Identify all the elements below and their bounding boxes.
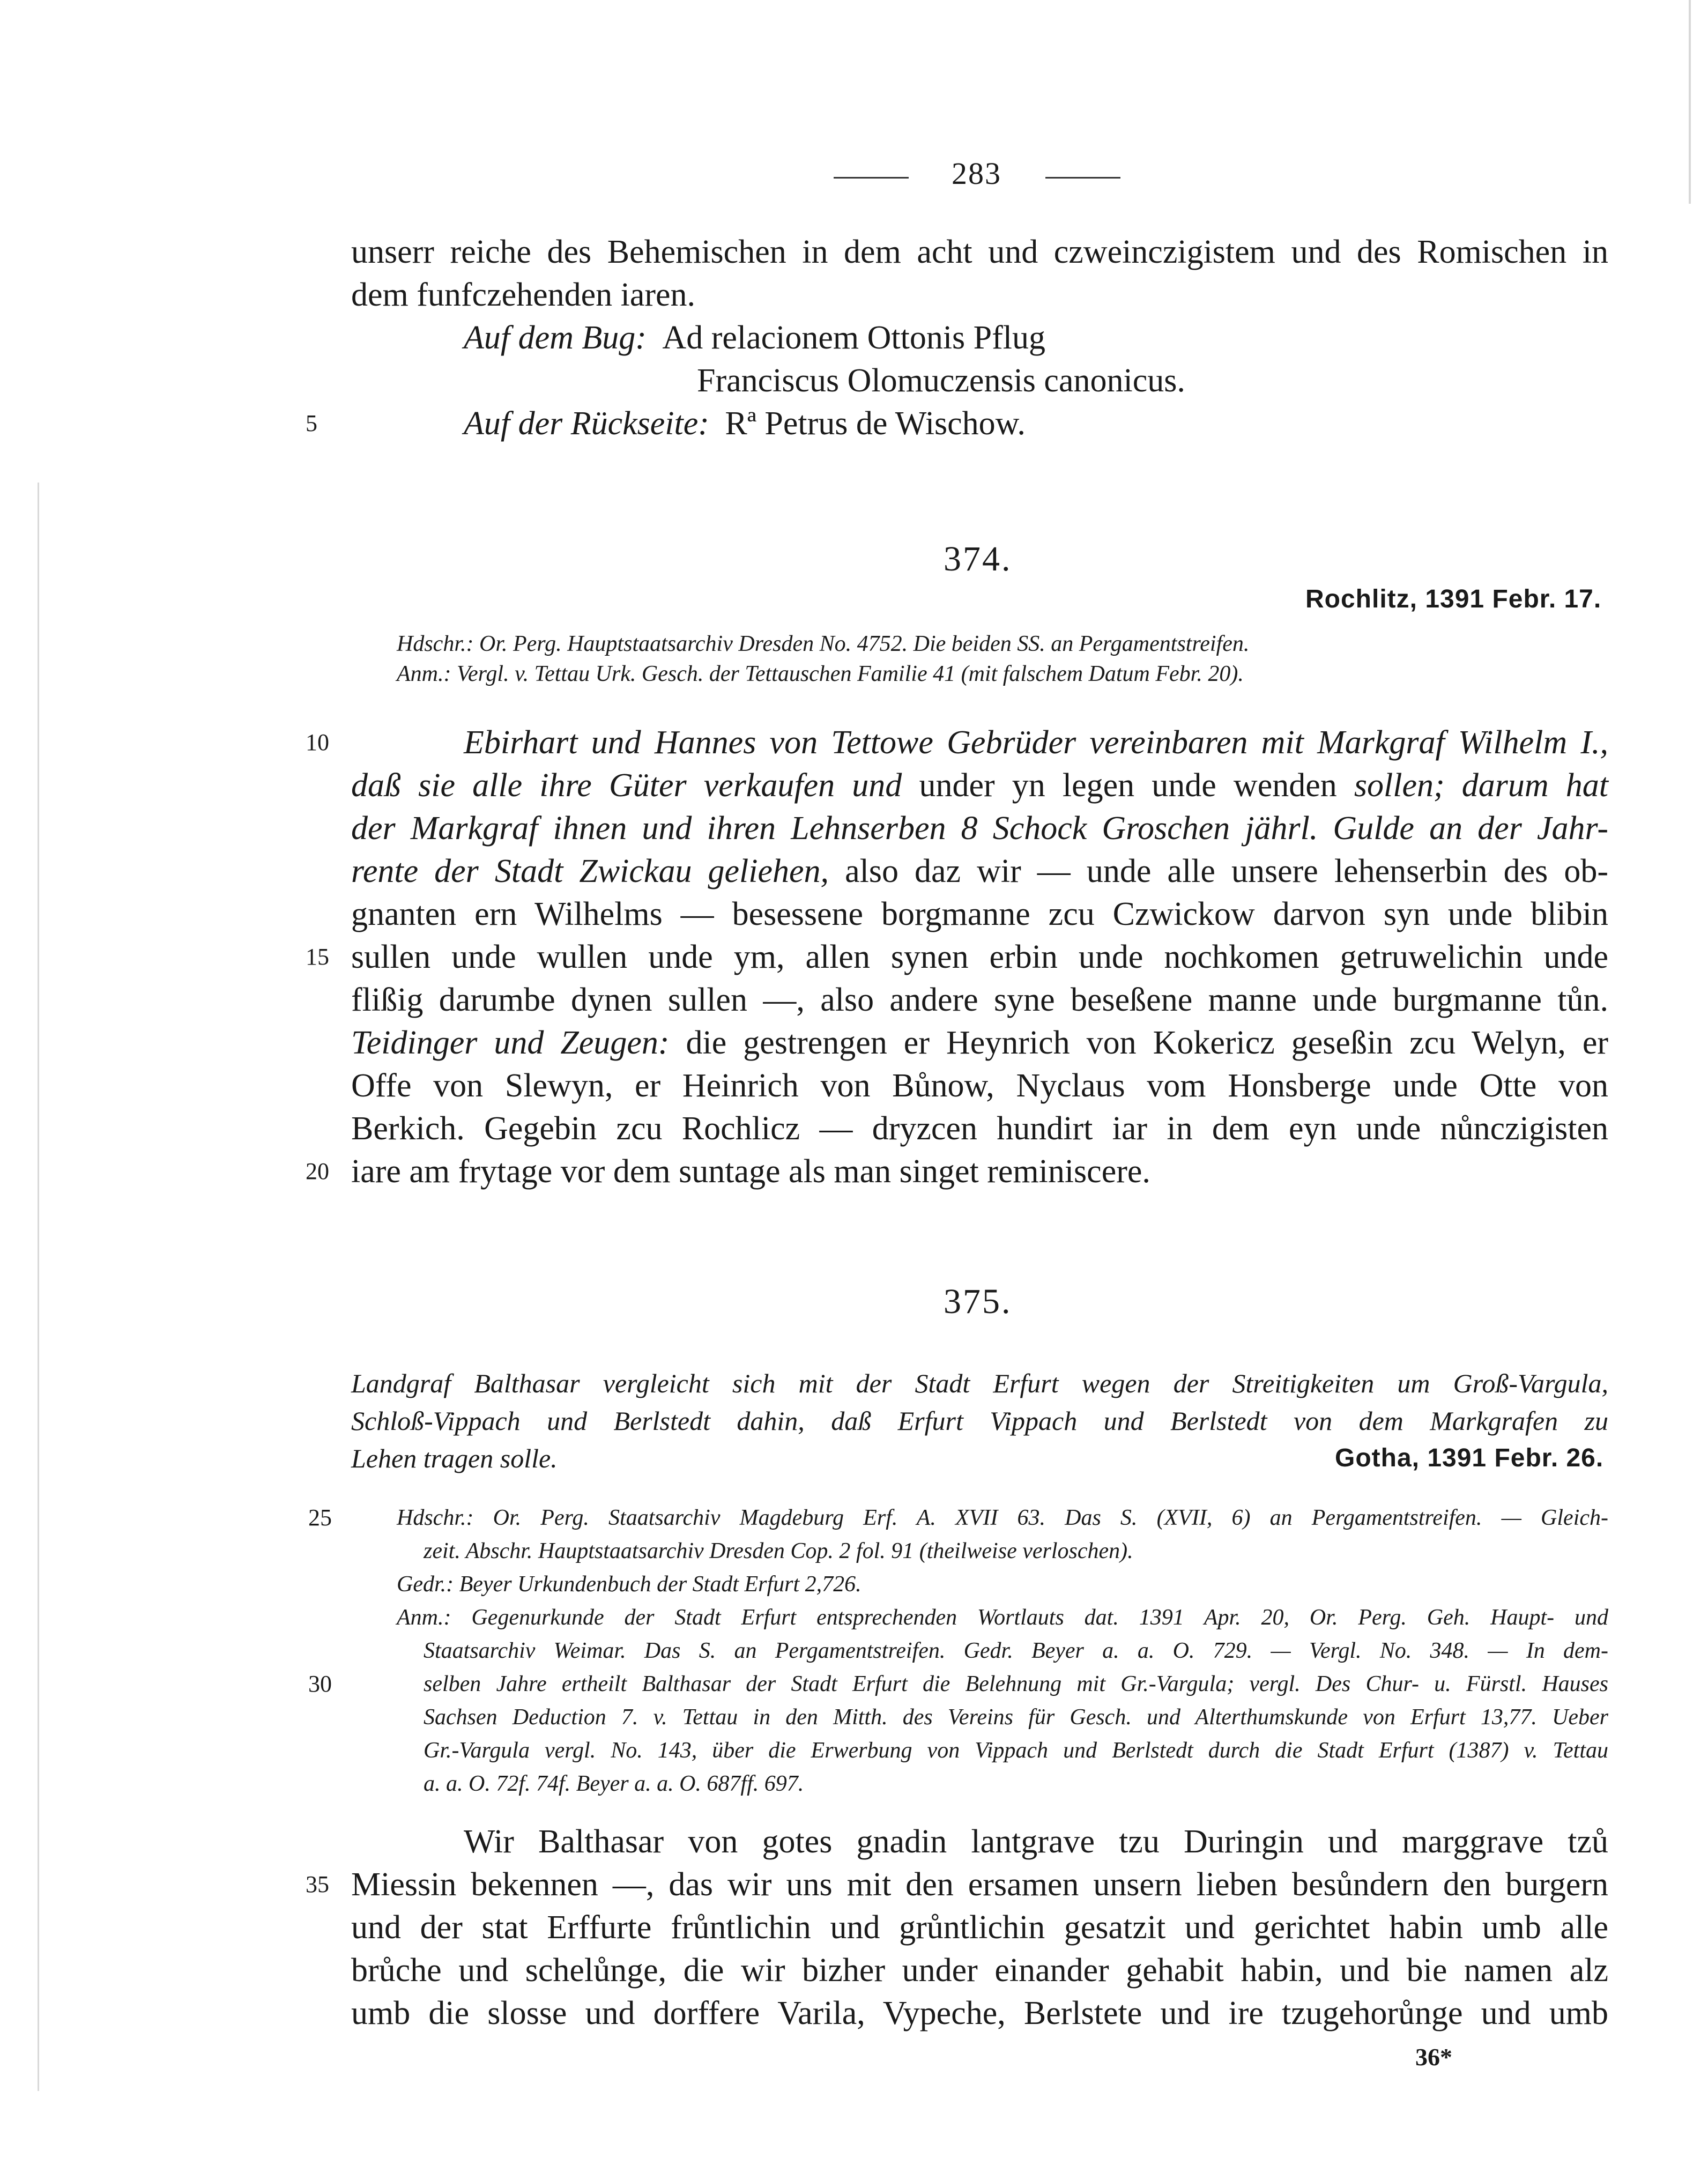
text-span: Teidinger und Zeugen:	[351, 1025, 670, 1061]
doc-375-regest: Lehen tragen solle.	[351, 1443, 558, 1473]
signature-mark: 36*	[1415, 2043, 1452, 2071]
text-line: Offe von Slewyn, er Heinrich von Bůnow, Nyclaus vom Honsberge unde Otte von	[351, 1067, 1608, 1104]
scan-left-edge	[38, 483, 39, 2091]
header-rule-right	[1045, 177, 1120, 179]
text-line: Miessin bekennen —, das wir uns mit den ersamen unsern lieben besůndern den burgern	[351, 1866, 1608, 1903]
doc-375-note: Gr.-Vargula vergl. No. 143, über die Erwerbung von Vippach und Berlstedt durch die Stadt Erfurt (1387) v. Tettau	[424, 1738, 1608, 1763]
line-number: 20	[306, 1158, 329, 1184]
text-span: rente der Stadt Zwickau geliehen,	[351, 853, 829, 889]
doc-375-regest: Schloß-Vippach und Berlstedt dahin, daß Erfurt Vippach und Berlstedt von dem Markgrafen zu	[351, 1406, 1608, 1436]
doc-375-note: zeit. Abschr. Hauptstaatsarchiv Dresden Cop. 2 fol. 91 (theilweise verloschen).	[424, 1539, 1133, 1563]
doc-375-note: a. a. O. 72f. 74f. Beyer a. a. O. 687ff. 697.	[424, 1771, 804, 1796]
bug-label: Auf dem Bug:	[464, 320, 647, 356]
line-number: 10	[306, 729, 329, 755]
doc-375-note: Anm.: Gegenurkunde der Stadt Erfurt entsprechenden Wortlauts dat. 1391 Apr. 20, Or. Perg. Geh. Haupt- und	[397, 1605, 1608, 1630]
doc-375-note: Hdschr.: Or. Perg. Staatsarchiv Magdeburg Erf. A. XVII 63. Das S. (XVII, 6) an Pergamentstreifen. — Gleich-	[397, 1506, 1608, 1530]
bug-line-1: Ad relacionem Ottonis Pflug	[662, 320, 1046, 356]
doc-375-note: Staatsarchiv Weimar. Das S. an Pergamentstreifen. Gedr. Beyer a. a. O. 729. — Vergl. No. 348. — In dem-	[424, 1638, 1608, 1663]
doc-375-note: selben Jahre ertheilt Balthasar der Stadt Erfurt die Belehnung mit Gr.-Vargula; vergl. Des Chur- u. Fürstl. Hauses	[424, 1672, 1608, 1696]
doc-375-number: 375.	[944, 1282, 1012, 1321]
line-number: 35	[306, 1871, 329, 1897]
doc-374-dateline: Rochlitz, 1391 Febr. 17.	[1305, 585, 1602, 613]
text-line: und der stat Erffurte frůntlichin und grůntlichin gesatzit und gerichtet habin umb alle	[351, 1909, 1608, 1946]
line-number: 15	[306, 944, 329, 970]
doc-375-regest: Landgraf Balthasar vergleicht sich mit der Stadt Erfurt wegen der Streitigkeiten um Groß-Vargula,	[351, 1368, 1608, 1398]
doc-375-dateline: Gotha, 1391 Febr. 26.	[1335, 1444, 1604, 1472]
bug-line-2: Franciscus Olomuczensis canonicus.	[697, 362, 1185, 399]
doc-374-note: Anm.: Vergl. v. Tettau Urk. Gesch. der Tettauschen Familie 41 (mit falschem Datum Febr. 20).	[397, 662, 1244, 686]
doc-374-number: 374.	[944, 539, 1012, 579]
line-number: 5	[306, 410, 317, 436]
text-span: sollen; darum hat	[1354, 767, 1609, 804]
text-span: die gestrengen er Heynrich von Kokericz geseßin zcu Welyn, er	[686, 1025, 1608, 1061]
text-line: Ebirhart und Hannes von Tettowe Gebrüder vereinbaren mit Markgraf Wilhelm I.,	[464, 724, 1608, 761]
endorsement-back	[464, 402, 1026, 445]
endorsement-bug	[464, 316, 1045, 359]
text-line: sullen unde wullen unde ym, allen synen erbin unde nochkomen getruwelichin unde	[351, 939, 1608, 975]
scan-right-edge	[1689, 0, 1691, 204]
text-line: unserr reiche des Behemischen in dem acht und czweinczigistem und des Romischen in	[351, 234, 1608, 270]
line-number: 25	[308, 1504, 332, 1531]
text-line: umb die slosse und dorffere Varila, Vypeche, Berlstete und ire tzugehorůnge und umb	[351, 1995, 1608, 2031]
text-span: under yn legen unde wenden	[919, 767, 1337, 804]
header-rule-left	[834, 177, 909, 179]
text-line	[351, 850, 1608, 893]
text-line: gnanten ern Wilhelms — besessene borgmanne zcu Czwickow darvon syn unde blibin	[351, 896, 1608, 932]
page-number: 283	[952, 156, 1001, 191]
back-label: Auf der Rückseite:	[464, 405, 709, 442]
text-line: Wir Balthasar von gotes gnadin lantgrave tzu Duringin und marggrave tzů	[464, 1823, 1608, 1860]
text-span: also daz wir — unde alle unsere lehenserbin des ob-	[845, 853, 1609, 889]
text-line: brůche und schelůnge, die wir bizher under einander gehabit habin, und bie namen alz	[351, 1952, 1608, 1989]
text-line	[351, 1021, 1608, 1064]
text-line: dem funfczehenden iaren.	[351, 277, 696, 313]
line-number: 30	[308, 1671, 332, 1697]
doc-375-note: Sachsen Deduction 7. v. Tettau in den Mitth. des Vereins für Gesch. und Alterthumskunde von Erfurt 13,77. Ueber	[424, 1705, 1608, 1730]
text-line: der Markgraf ihnen und ihren Lehnserben 8 Schock Groschen jährl. Gulde an der Jahr-	[351, 810, 1608, 847]
text-line: flißig darumbe dynen sullen —, also andere syne beseßene manne unde burgmanne tůn.	[351, 982, 1608, 1018]
back-text: Rª Petrus de Wischow.	[725, 405, 1026, 442]
text-line: iare am frytage vor dem suntage als man singet reminiscere.	[351, 1153, 1150, 1190]
doc-374-note: Hdschr.: Or. Perg. Hauptstaatsarchiv Dresden No. 4752. Die beiden SS. an Pergamentstreifen.	[397, 632, 1250, 656]
doc-375-note: Gedr.: Beyer Urkundenbuch der Stadt Erfurt 2,726.	[397, 1572, 862, 1597]
text-line	[351, 764, 1608, 807]
text-line: Berkich. Gegebin zcu Rochlicz — dryzcen hundirt iar in dem eyn unde nůnczigisten	[351, 1110, 1608, 1147]
text-span: daß sie alle ihre Güter verkaufen und	[351, 767, 902, 804]
